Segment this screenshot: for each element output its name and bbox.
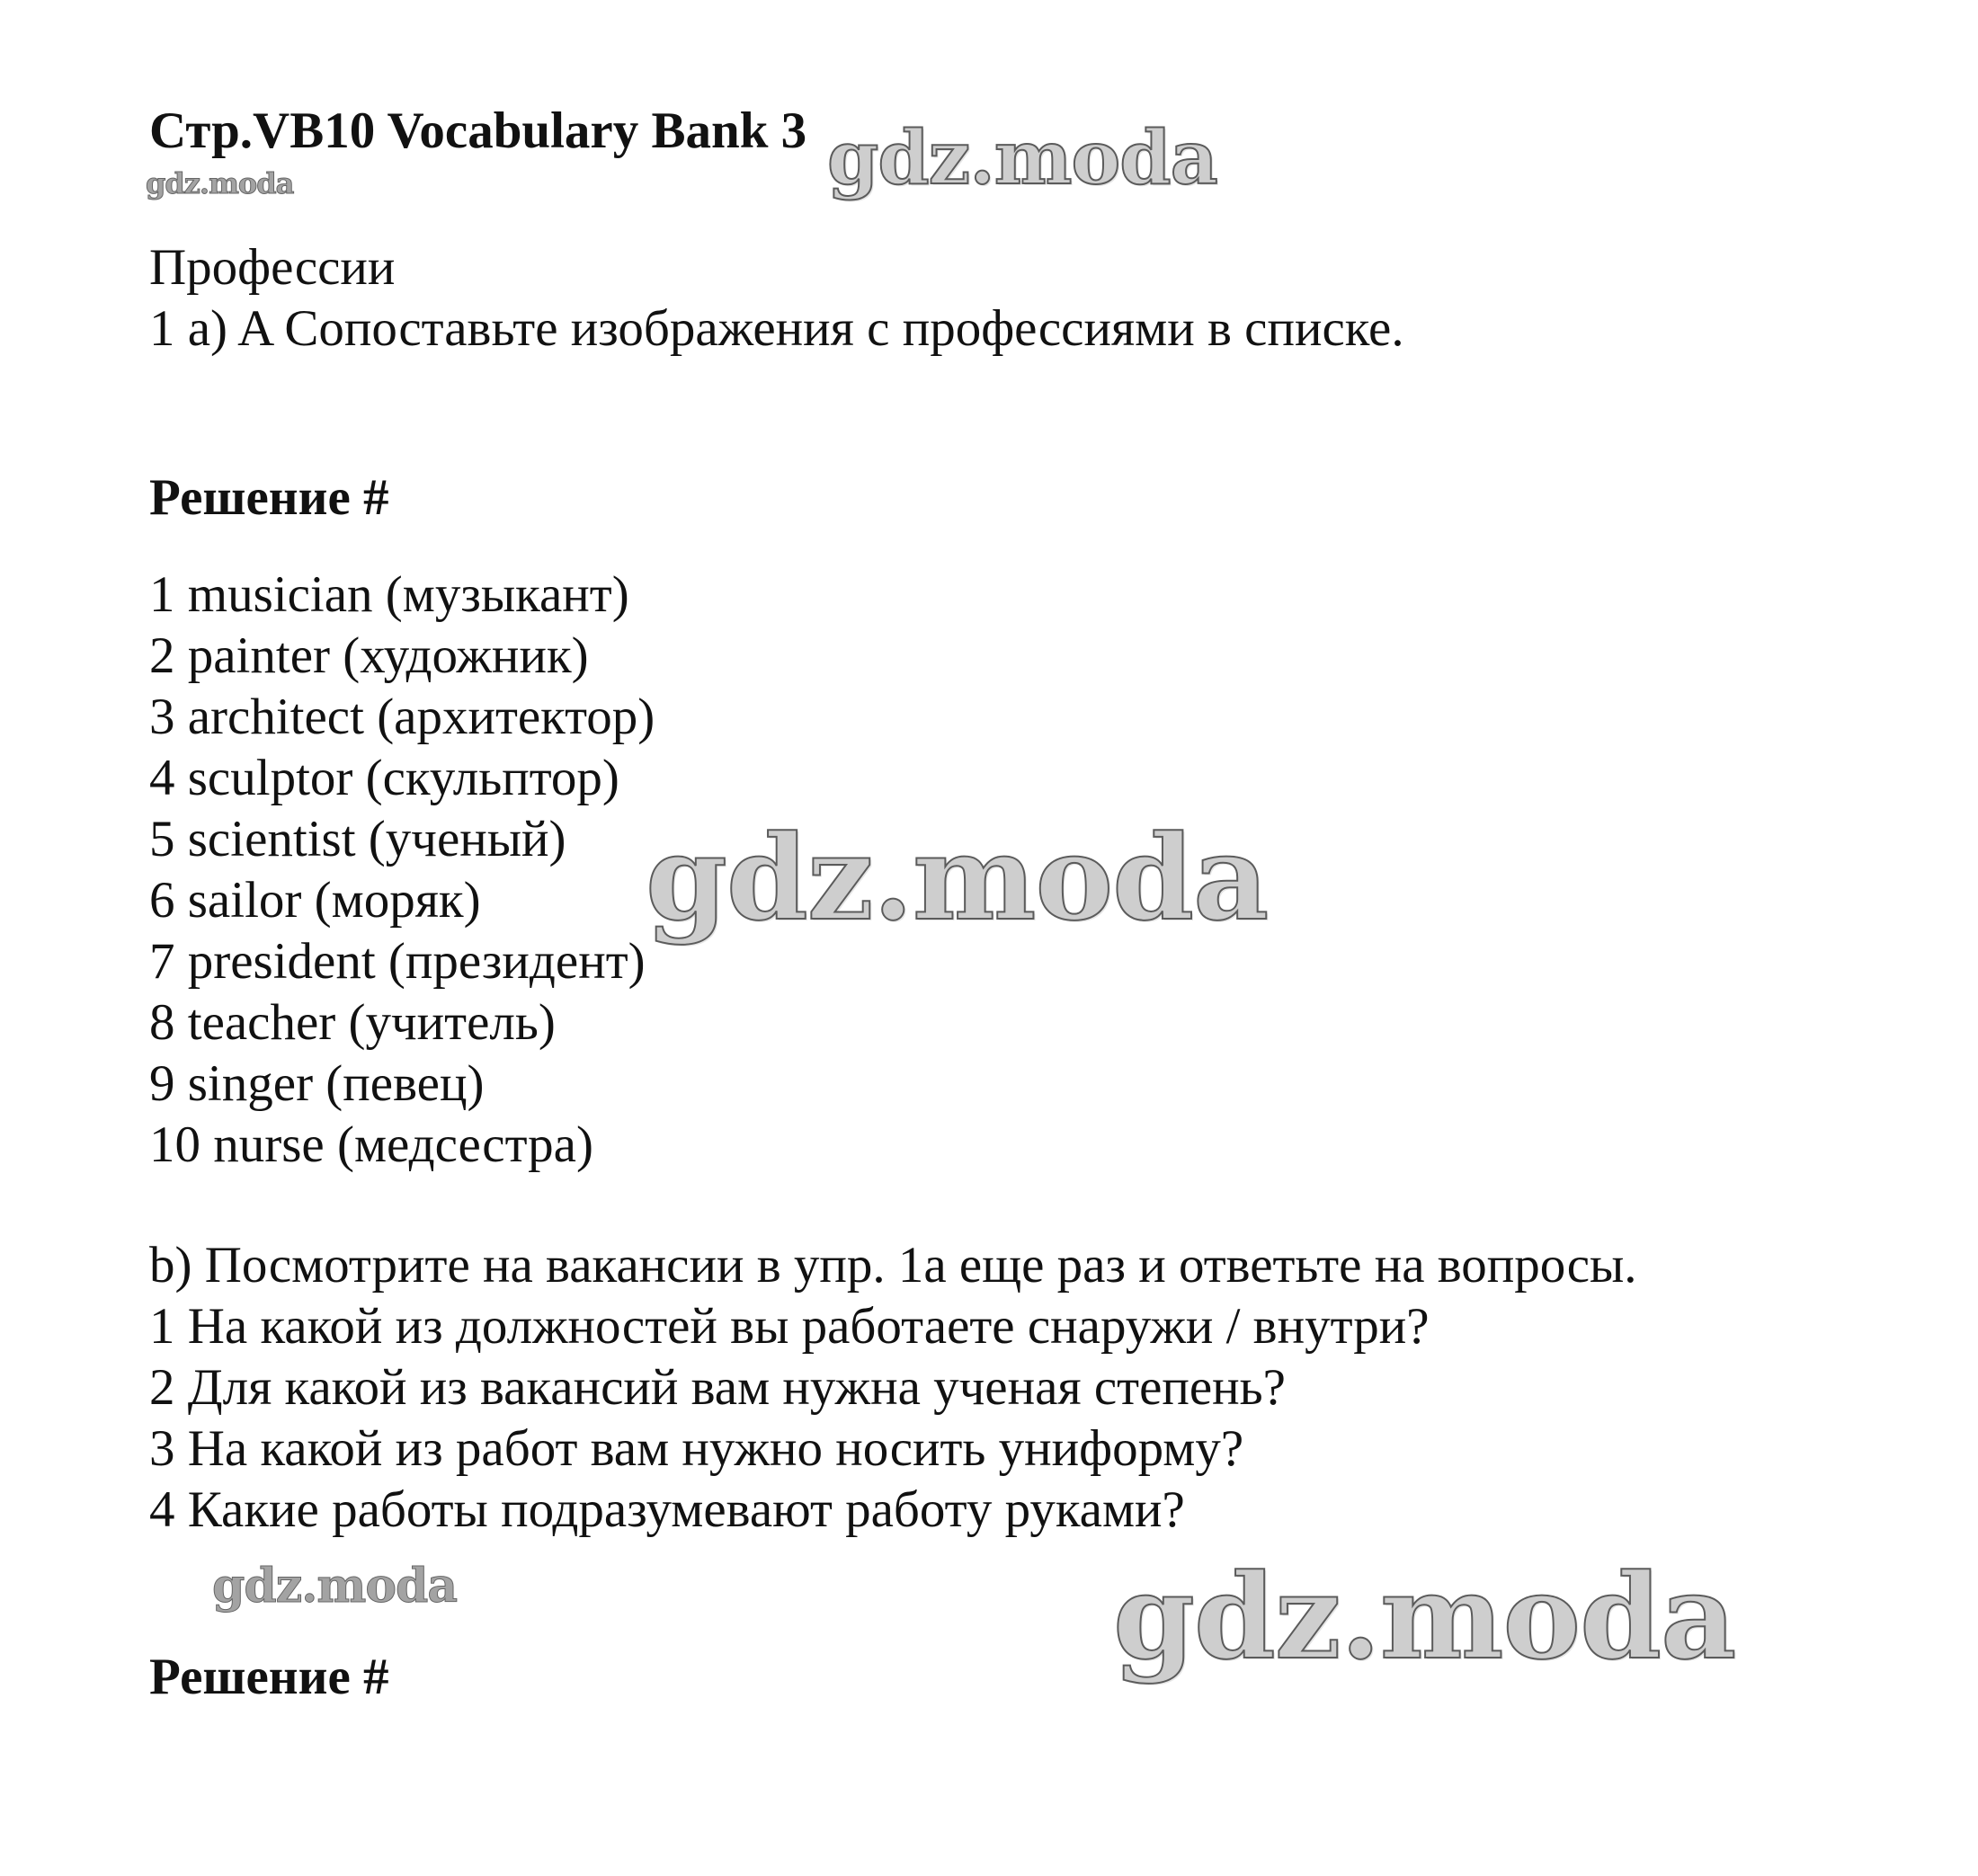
answer-item: 8 teacher (учитель)	[149, 994, 556, 1051]
answer-item: 9 singer (певец)	[149, 1055, 485, 1112]
page-title: Стр.VB10 Vocabulary Bank 3	[149, 102, 807, 159]
answer-item: 1 musician (музыкант)	[149, 566, 629, 623]
question-item: 1 На какой из должностей вы работаете снаружи / внутри?	[149, 1298, 1430, 1355]
answer-item: 10 nurse (медсестра)	[149, 1116, 593, 1173]
question-item: 3 На какой из работ вам нужно носить униформу?	[149, 1420, 1244, 1477]
answer-item: 3 architect (архитектор)	[149, 689, 655, 745]
watermark-header: gdz.moda	[827, 115, 1217, 201]
question-list	[149, 1296, 1430, 1541]
watermark-middle: gdz.moda	[646, 809, 1269, 947]
section-heading: Профессии	[149, 239, 396, 296]
solution-label-2: Решение #	[149, 1649, 389, 1705]
question-item: 4 Какие работы подразумевают работу руками?	[149, 1481, 1185, 1538]
answer-item: 2 painter (художник)	[149, 627, 589, 684]
solution-label-1: Решение #	[149, 469, 389, 526]
task-b-text: b) Посмотрите на вакансии в упр. 1a еще раз и ответьте на вопросы.	[149, 1237, 1637, 1294]
answer-item: 7 president (президент)	[149, 933, 646, 990]
watermark-bottom: gdz.moda	[1113, 1548, 1736, 1685]
task-a-text: 1 a) A Сопоставьте изображения с профессиями в списке.	[149, 300, 1404, 357]
watermark-small-top: gdz.moda	[146, 166, 294, 200]
answer-list	[149, 565, 655, 1176]
question-item: 2 Для какой из вакансий вам нужна ученая степень?	[149, 1359, 1286, 1416]
answer-item: 4 sculptor (скульптор)	[149, 750, 619, 806]
watermark-small-bottom: gdz.moda	[212, 1559, 458, 1614]
answer-item: 6 sailor (моряк)	[149, 872, 481, 929]
answer-item: 5 scientist (ученый)	[149, 811, 566, 867]
